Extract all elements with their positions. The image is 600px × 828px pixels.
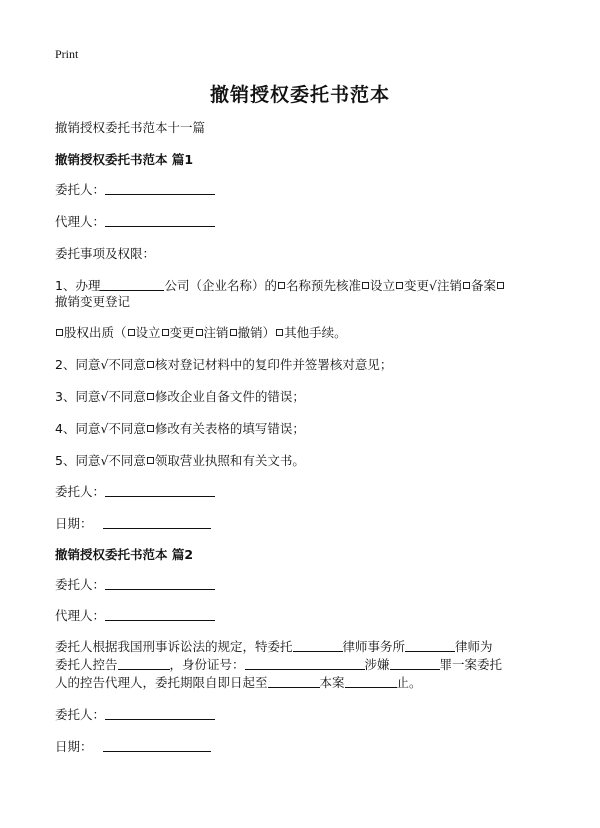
lawyer-blank xyxy=(405,638,455,652)
item1-text-a: 公司（企业名称）的 xyxy=(164,278,277,293)
s2-para-line2 xyxy=(55,656,502,674)
item2-line xyxy=(55,356,392,374)
checkbox-icon xyxy=(196,329,203,336)
pledge-cancel-text: 注销 xyxy=(203,325,229,340)
date-blank xyxy=(103,738,211,752)
para-text: 律师为 xyxy=(455,639,493,654)
para-text: 本案 xyxy=(319,675,345,690)
sign-blank xyxy=(105,483,215,497)
item3-line xyxy=(55,388,305,406)
s2-sign-row xyxy=(55,706,215,724)
s2-date-row xyxy=(55,738,211,756)
s2-para-line3 xyxy=(55,674,422,692)
principal-label: 委托人： xyxy=(55,182,106,197)
item1-line3 xyxy=(55,324,347,342)
para-text: 委托人控告 xyxy=(55,657,118,672)
date-label: 日期： xyxy=(55,516,93,531)
sign-blank xyxy=(105,706,215,720)
date-label: 日期： xyxy=(55,739,93,754)
s1-sign-row xyxy=(55,483,215,501)
s2-principal-row xyxy=(55,576,215,594)
date-blank xyxy=(103,515,211,529)
principal-label: 委托人： xyxy=(55,577,106,592)
para-text: 涉嫌 xyxy=(364,657,390,672)
checkbox-icon xyxy=(278,282,285,289)
checkbox-icon xyxy=(162,329,169,336)
item1-text-c: 设立 xyxy=(369,278,395,293)
item1-line2: 撤销变更登记 xyxy=(55,294,131,309)
para-text: 人的控告代理人，委托期限自即日起至 xyxy=(55,675,268,690)
law-firm-blank xyxy=(293,638,343,652)
pledge-change-text: 变更 xyxy=(169,325,195,340)
pledge-setup-text: 设立 xyxy=(135,325,161,340)
checkbox-icon xyxy=(56,329,63,336)
checkbox-icon xyxy=(497,282,504,289)
other-procedures-text: 其他手续。 xyxy=(284,325,347,340)
item4-text: 修改有关表格的填写错误； xyxy=(154,421,305,436)
item5-consent: 5、同意√不同意 xyxy=(55,453,146,468)
para-text: 律师事务所 xyxy=(342,639,406,654)
checkbox-icon xyxy=(362,282,369,289)
item4-line xyxy=(55,420,305,438)
checkbox-icon xyxy=(147,393,154,400)
para-text: ，身份证号： xyxy=(169,657,245,672)
checkbox-icon xyxy=(230,329,237,336)
s1-principal-row xyxy=(55,181,215,199)
checkbox-icon xyxy=(128,329,135,336)
charge-blank xyxy=(390,656,440,670)
pledge-revoke-text: 撤销） xyxy=(237,325,276,340)
para-text: 止。 xyxy=(396,675,422,690)
accused-blank xyxy=(118,656,170,670)
agent-label: 代理人： xyxy=(55,608,106,623)
print-label: Print xyxy=(55,47,79,61)
item5-text: 领取营业执照和有关文书。 xyxy=(154,453,305,468)
term-end-blank xyxy=(268,674,320,688)
checkbox-icon xyxy=(147,361,154,368)
document-title: 撤销授权委托书范本 xyxy=(209,84,390,106)
item1-text-b: 名称预先核准 xyxy=(285,278,361,293)
agent-blank xyxy=(105,213,215,227)
item1-text-e: 备案 xyxy=(470,278,496,293)
item1-prefix: 1、办理 xyxy=(55,278,101,293)
agent-label: 代理人： xyxy=(55,214,106,229)
section2-heading: 撤销授权委托书范本 篇2 xyxy=(55,547,194,562)
item5-line xyxy=(55,452,305,470)
para-text: 罪一案委托 xyxy=(439,657,503,672)
equity-pledge-text: 股权出质（ xyxy=(64,325,127,340)
sign-label: 委托人： xyxy=(55,484,106,499)
s2-agent-row xyxy=(55,607,215,625)
checkbox-icon xyxy=(276,329,283,336)
item3-text: 修改企业自备文件的错误； xyxy=(154,389,305,404)
checkbox-icon xyxy=(147,457,154,464)
principal-blank xyxy=(105,576,215,590)
item1-text-d: 变更√注销 xyxy=(404,278,462,293)
para-text: 委托人根据我国刑事诉讼法的规定，特委托 xyxy=(55,639,293,654)
s1-date-row xyxy=(55,515,211,533)
section1-heading: 撤销授权委托书范本 篇1 xyxy=(55,152,194,167)
sign-label: 委托人： xyxy=(55,707,106,722)
id-number-blank xyxy=(245,656,365,670)
principal-blank xyxy=(105,181,215,195)
s2-para-line1 xyxy=(55,638,493,656)
checkbox-icon xyxy=(147,425,154,432)
checkbox-icon xyxy=(396,282,403,289)
s1-agent-row xyxy=(55,213,215,231)
intro-line: 撤销授权委托书范本十一篇 xyxy=(55,120,206,135)
case-stage-blank xyxy=(345,674,397,688)
agent-blank xyxy=(105,607,215,621)
scope-label: 委托事项及权限： xyxy=(55,246,156,261)
checkbox-icon xyxy=(463,282,470,289)
item4-consent: 4、同意√不同意 xyxy=(55,421,146,436)
item2-consent: 2、同意√不同意 xyxy=(55,357,146,372)
item2-text: 核对登记材料中的复印件并签署核对意见； xyxy=(154,357,393,372)
item3-consent: 3、同意√不同意 xyxy=(55,389,146,404)
company-blank xyxy=(100,277,164,291)
